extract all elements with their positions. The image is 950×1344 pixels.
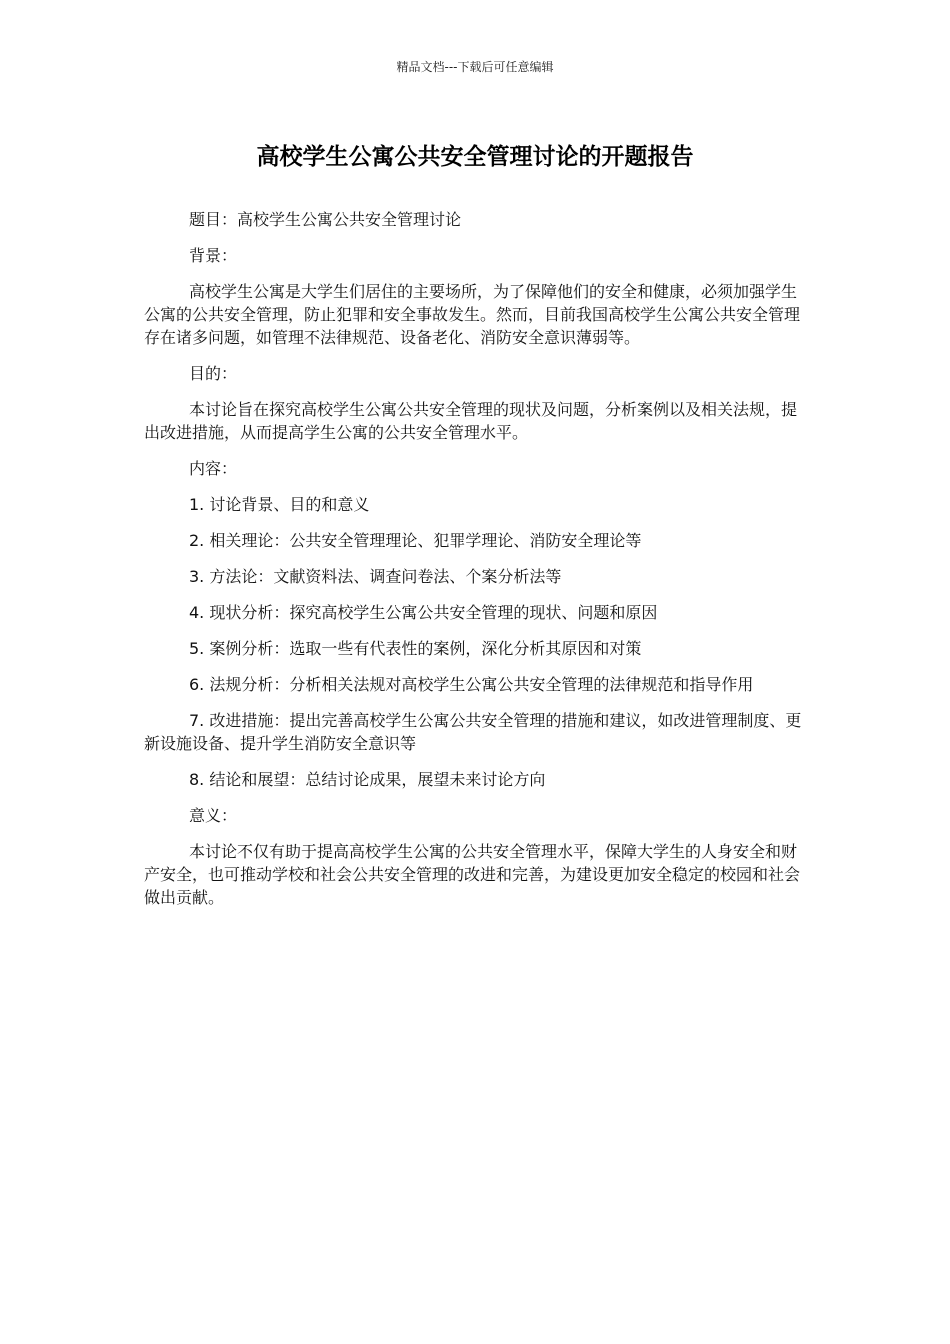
paragraph-background: 高校学生公寓是大学生们居住的主要场所，为了保障他们的安全和健康，必须加强学生公寓的公共安全管理，防止犯罪和安全事故发生。然而，目前我国高校学生公寓公共安全管理存在诸多问题，如管理不法律规范、设备老化、消防安全意识薄弱等。 (144, 282, 801, 347)
heading-significance: 意义： (189, 806, 238, 825)
content-item-5: 5. 案例分析：选取一些有代表性的案例，深化分析其原因和对策 (189, 639, 642, 658)
heading-purpose: 目的： (189, 364, 238, 383)
header-note: 精品文档---下载后可任意编辑 (396, 60, 554, 74)
content-item-4: 4. 现状分析：探究高校学生公寓公共安全管理的现状、问题和原因 (189, 603, 658, 622)
document-body (144, 208, 806, 922)
document-title: 高校学生公寓公共安全管理讨论的开题报告 (256, 144, 694, 170)
paragraph-topic: 题目：高校学生公寓公共安全管理讨论 (189, 210, 462, 229)
content-item-6: 6. 法规分析：分析相关法规对高校学生公寓公共安全管理的法律规范和指导作用 (189, 675, 754, 694)
content-item-8: 8. 结论和展望：总结讨论成果，展望未来讨论方向 (189, 770, 546, 789)
content-item-2: 2. 相关理论：公共安全管理理论、犯罪学理论、消防安全理论等 (189, 531, 642, 550)
paragraph-purpose: 本讨论旨在探究高校学生公寓公共安全管理的现状及问题，分析案例以及相关法规，提出改进措施，从而提高学生公寓的公共安全管理水平。 (144, 400, 798, 442)
content-item-1: 1. 讨论背景、目的和意义 (189, 495, 370, 514)
content-item-7: 7. 改进措施：提出完善高校学生公寓公共安全管理的措施和建议，如改进管理制度、更新设施设备、提升学生消防安全意识等 (144, 711, 802, 753)
content-item-3: 3. 方法论：文献资料法、调查问卷法、个案分析法等 (189, 567, 562, 586)
heading-content: 内容： (189, 459, 238, 478)
paragraph-significance: 本讨论不仅有助于提高高校学生公寓的公共安全管理水平，保障大学生的人身安全和财产安全，也可推动学校和社会公共安全管理的改进和完善，为建设更加安全稳定的校园和社会做出贡献。 (144, 842, 801, 907)
heading-background: 背景： (189, 246, 238, 265)
